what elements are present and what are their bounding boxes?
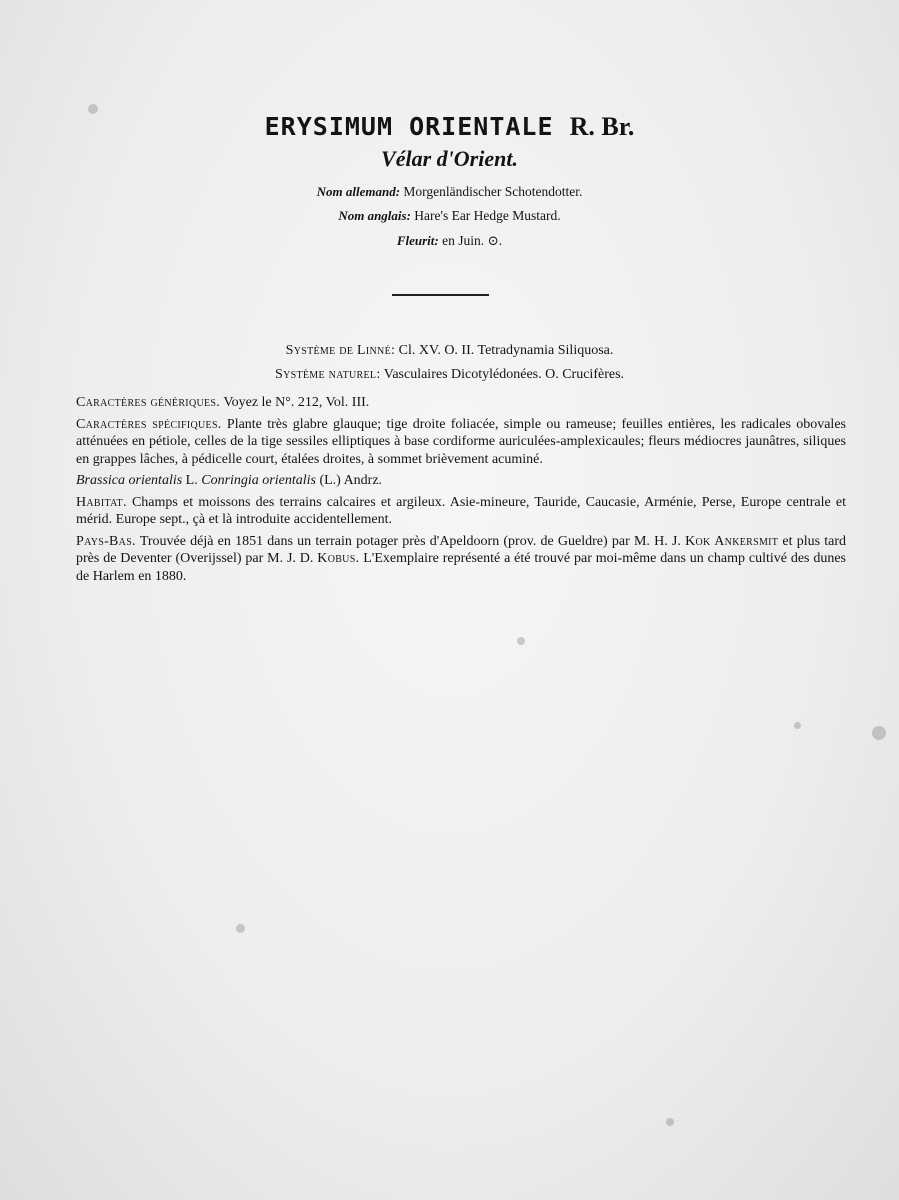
english-name-value: Hare's Ear Hedge Mustard. [414, 208, 561, 223]
generic-characters-label: Caractères génériques. [76, 395, 221, 410]
linne-system-label: Système de Linné: [285, 343, 396, 358]
common-name: Vélar d'Orient. [381, 146, 518, 171]
synonyms [76, 472, 846, 490]
specific-characters [76, 416, 846, 469]
generic-characters-text: Voyez le N°. 212, Vol. III. [223, 395, 370, 410]
synonym-genus-2: Conringia orientalis [201, 473, 316, 488]
collector-name-1: Kok Ankersmit [685, 533, 779, 549]
collector-name-2: Kobus. [317, 551, 360, 566]
divider [392, 294, 489, 296]
natural-system-label: Système naturel: [274, 367, 381, 382]
german-name-line [0, 184, 899, 200]
specific-characters-text: Plante très glabre glauque; tige droite foliacée, simple ou rameuse; feuilles entières, les radicales obovales atténuées en pétiole, celles de la tige sessiles elliptiques à base cordiforme auriculées-amplexicaules; fleurs médiocres jaunâtres, siliques en grappes lâches, à pédicelle court, étalées droites, à sommet brièvement acuminé. [76, 416, 846, 467]
flowering-label: Fleurit: [396, 233, 439, 248]
netherlands-text-1: Trouvée déjà en 1851 dans un terrain potager près d'Apeldoorn (prov. de Gueldre) par M. H. J. [139, 533, 681, 549]
paper-speck [794, 722, 801, 729]
page-title [0, 112, 899, 142]
paper-speck [666, 1118, 674, 1126]
linne-system-value: Cl. XV. O. II. Tetradynamia Siliquosa. [398, 343, 614, 358]
synonym-genus-1: Brassica orientalis [76, 473, 183, 488]
english-name-line [0, 208, 899, 224]
flowering-line [0, 233, 899, 249]
paper-speck [236, 924, 245, 933]
specific-characters-label: Caractères spécifiques. [76, 416, 222, 432]
generic-characters [76, 394, 846, 412]
habitat-text: Champs et moissons des terrains calcaires et argileux. Asie-mineure, Tauride, Caucasie, Arménie, Perse, Europe centrale et mérid. Europe sept., çà et là introduite accidentellement. [76, 494, 846, 527]
natural-system-line [0, 367, 899, 383]
german-name-label: Nom allemand: [316, 184, 401, 199]
linne-system-line [0, 343, 899, 359]
flowering-value: en Juin. ⊙. [442, 233, 503, 248]
species-author: R. Br. [569, 112, 635, 141]
netherlands-text-2: et plus tard près de Deventer (Overijssel) par M. J. D. [76, 533, 846, 566]
english-name-label: Nom anglais: [338, 208, 411, 223]
species-name: ERYSIMUM ORIENTALE [264, 112, 554, 141]
paper-speck [872, 726, 886, 740]
german-name-value: Morgenländischer Schotendotter. [403, 184, 583, 199]
description-body [76, 394, 846, 589]
paper-speck [517, 637, 525, 645]
habitat [76, 494, 846, 529]
habitat-label: Habitat. [76, 494, 127, 510]
synonym-author-1: L. [185, 473, 198, 488]
netherlands-record [76, 533, 846, 586]
synonym-author-2: (L.) Andrz. [319, 473, 383, 488]
netherlands-text-3: L'Exemplaire représenté a été trouvé par moi-même dans un champ cultivé des dunes de Harlem en 1880. [76, 551, 847, 584]
natural-system-value: Vasculaires Dicotylédonées. O. Crucifères. [383, 367, 625, 382]
netherlands-label: Pays-Bas. [76, 533, 136, 549]
